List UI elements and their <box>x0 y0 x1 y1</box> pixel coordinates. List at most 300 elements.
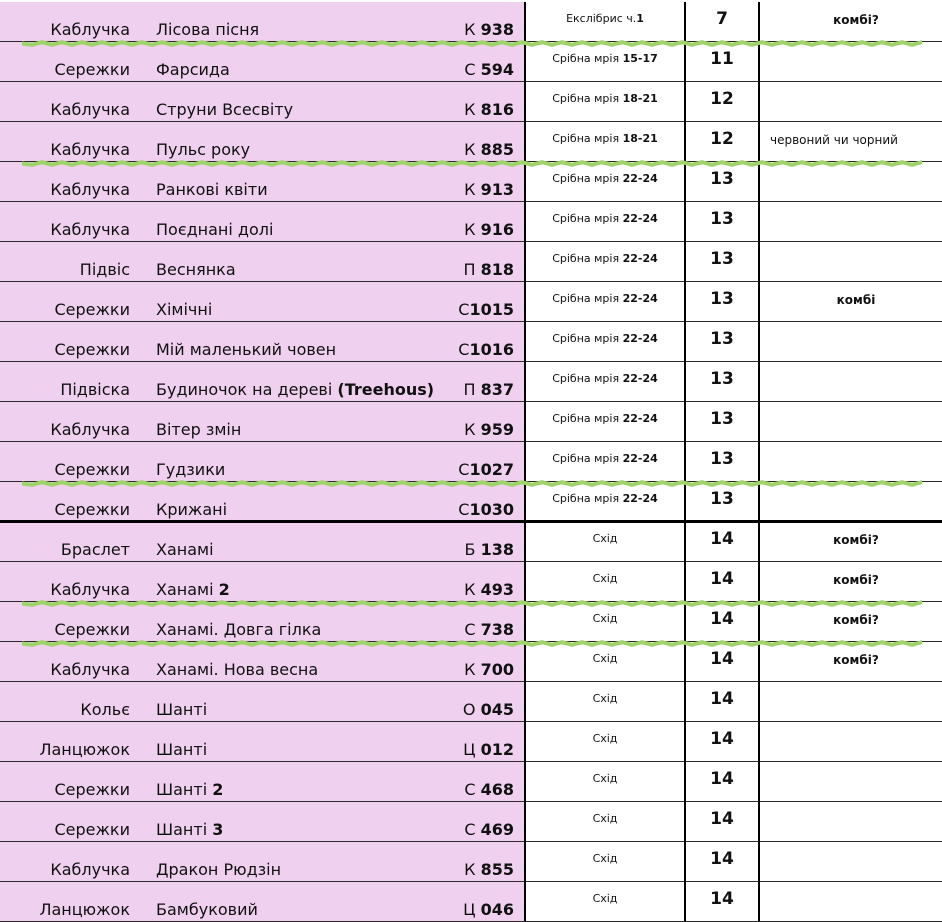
item-code-number: 959 <box>480 420 514 439</box>
item-type: Каблучка <box>50 140 130 159</box>
table-row[interactable] <box>0 122 942 162</box>
item-code-prefix: Ц <box>463 740 476 759</box>
item-name: Бамбуковий <box>156 900 258 919</box>
item-type-cell <box>0 522 142 562</box>
table-row[interactable] <box>0 202 942 242</box>
note-cell <box>760 162 942 202</box>
item-name: Ханамі <box>156 580 219 599</box>
note-cell <box>760 202 942 242</box>
item-code-number: 938 <box>480 20 514 39</box>
collection-name: Екслібрис ч. <box>566 12 637 25</box>
item-number: 14 <box>710 889 734 909</box>
item-type: Браслет <box>60 540 130 559</box>
note-cell <box>760 562 942 602</box>
collection-part: 22-24 <box>622 452 658 465</box>
item-code-prefix: С <box>458 460 470 479</box>
item-name: Поєднані долі <box>156 220 274 239</box>
item-code-cell <box>440 842 526 882</box>
item-name-cell <box>142 882 440 922</box>
item-number: 13 <box>710 449 734 469</box>
item-type: Каблучка <box>50 20 130 39</box>
item-number: 13 <box>710 169 734 189</box>
collection-name: Срібна мрія <box>552 372 623 385</box>
note-cell <box>760 842 942 882</box>
collection-cell <box>526 42 686 82</box>
item-type: Ланцюжок <box>39 900 130 919</box>
collection-name: Срібна мрія <box>552 212 623 225</box>
item-code-cell <box>440 122 526 162</box>
collection-cell <box>526 442 686 482</box>
item-code-prefix: К <box>464 20 476 39</box>
collection-cell <box>526 2 686 42</box>
note-cell <box>760 882 942 922</box>
note-cell <box>760 522 942 562</box>
note-cell <box>760 362 942 402</box>
table-row[interactable] <box>0 682 942 722</box>
item-name-cell <box>142 42 440 82</box>
item-code-cell <box>440 642 526 682</box>
collection-cell <box>526 602 686 642</box>
item-name: Вітер змін <box>156 420 242 439</box>
number-cell <box>686 642 760 682</box>
number-cell <box>686 42 760 82</box>
table-row[interactable] <box>0 562 942 602</box>
item-type-cell <box>0 322 142 362</box>
note-cell <box>760 2 942 42</box>
item-code-prefix: Б <box>464 540 476 559</box>
item-type-cell <box>0 882 142 922</box>
collection-name: Срібна мрія <box>552 412 623 425</box>
item-name: Мій маленький човен <box>156 340 337 359</box>
item-number: 14 <box>710 649 734 669</box>
collection-name: Схід <box>592 852 618 865</box>
number-cell <box>686 242 760 282</box>
item-code-cell <box>440 882 526 922</box>
item-type: Каблучка <box>50 860 130 879</box>
collection-name: Схід <box>592 732 618 745</box>
item-number: 14 <box>710 609 734 629</box>
item-code-prefix: К <box>464 580 476 599</box>
item-type: Ланцюжок <box>39 740 130 759</box>
item-name: Шанті <box>156 780 213 799</box>
item-name-cell <box>142 602 440 642</box>
number-cell <box>686 402 760 442</box>
table-row[interactable] <box>0 322 942 362</box>
item-code-prefix: С <box>464 620 476 639</box>
table-row[interactable] <box>0 602 942 642</box>
item-name: Шанті <box>156 700 208 719</box>
collection-name: Схід <box>592 612 618 625</box>
note-text: комбі <box>833 653 872 667</box>
table-row[interactable] <box>0 522 942 562</box>
item-code-number: 855 <box>480 860 514 879</box>
note-cell <box>760 642 942 682</box>
item-type: Сережки <box>54 820 130 839</box>
item-code-cell <box>440 602 526 642</box>
item-name-cell <box>142 642 440 682</box>
collection-name: Срібна мрія <box>552 292 623 305</box>
item-code-prefix: С <box>458 340 470 359</box>
item-type: Сережки <box>54 460 130 479</box>
collection-part: 22-24 <box>622 212 658 225</box>
collection-cell <box>526 122 686 162</box>
item-type-cell <box>0 2 142 42</box>
item-name: Хімічні <box>156 300 213 319</box>
item-type-cell <box>0 242 142 282</box>
item-code-number: 1016 <box>469 340 514 359</box>
item-type-cell <box>0 642 142 682</box>
item-number: 11 <box>710 49 734 69</box>
item-code-number: 1027 <box>469 460 514 479</box>
table-row[interactable] <box>0 242 942 282</box>
collection-cell <box>526 562 686 602</box>
collection-cell <box>526 242 686 282</box>
table-row[interactable] <box>0 82 942 122</box>
collection-name: Срібна мрія <box>552 172 623 185</box>
collection-part: 22-24 <box>622 492 658 505</box>
table-row[interactable] <box>0 802 942 842</box>
note-cell <box>760 762 942 802</box>
collection-cell <box>526 282 686 322</box>
item-number: 13 <box>710 409 734 429</box>
collection-name: Срібна мрія <box>552 492 623 505</box>
item-type-cell <box>0 802 142 842</box>
table-row[interactable] <box>0 282 942 322</box>
collection-name: Схід <box>592 812 618 825</box>
item-type-cell <box>0 562 142 602</box>
number-cell <box>686 2 760 42</box>
collection-part: 22-24 <box>622 252 658 265</box>
number-cell <box>686 562 760 602</box>
item-code-prefix: К <box>464 420 476 439</box>
item-name-cell <box>142 322 440 362</box>
item-number: 14 <box>710 529 734 549</box>
item-type-cell <box>0 682 142 722</box>
item-type-cell <box>0 42 142 82</box>
number-cell <box>686 762 760 802</box>
item-type-cell <box>0 762 142 802</box>
collection-cell <box>526 482 686 522</box>
collection-cell <box>526 642 686 682</box>
note-mark: ? <box>871 573 879 587</box>
item-code-number: 1030 <box>469 500 514 519</box>
item-code-prefix: С <box>464 60 476 79</box>
item-type-cell <box>0 442 142 482</box>
item-type: Сережки <box>54 500 130 519</box>
number-cell <box>686 602 760 642</box>
item-code-number: 046 <box>480 900 514 919</box>
item-code-cell <box>440 482 526 522</box>
table-row[interactable] <box>0 162 942 202</box>
note-text: комбі <box>833 533 872 547</box>
number-cell <box>686 682 760 722</box>
item-code-cell <box>440 442 526 482</box>
item-name-cell <box>142 2 440 42</box>
table-row[interactable] <box>0 842 942 882</box>
item-name-bold: 2 <box>212 780 224 799</box>
item-code-cell <box>440 562 526 602</box>
item-type-cell <box>0 82 142 122</box>
item-name: Шанті <box>156 740 208 759</box>
item-code-number: 1015 <box>469 300 514 319</box>
item-code-prefix: П <box>463 380 476 399</box>
number-cell <box>686 442 760 482</box>
item-type-cell <box>0 602 142 642</box>
note-cell <box>760 442 942 482</box>
collection-name: Срібна мрія <box>552 332 623 345</box>
item-name: Ханамі. Нова весна <box>156 660 319 679</box>
section-divider <box>0 520 942 523</box>
item-type-cell <box>0 482 142 522</box>
item-number: 7 <box>716 9 728 29</box>
item-code-cell <box>440 522 526 562</box>
item-code-number: 594 <box>480 60 514 79</box>
item-type-cell <box>0 402 142 442</box>
collection-name: Срібна мрія <box>552 132 623 145</box>
note-mark: ? <box>871 13 879 27</box>
collection-name: Срібна мрія <box>552 52 623 65</box>
item-type-cell <box>0 162 142 202</box>
item-code-cell <box>440 362 526 402</box>
collection-part: 22-24 <box>622 292 658 305</box>
collection-name: Срібна мрія <box>552 252 623 265</box>
collection-part: 1 <box>636 12 644 25</box>
note-mark: ? <box>871 613 879 627</box>
item-name: Крижані <box>156 500 228 519</box>
table-row[interactable] <box>0 2 942 42</box>
item-type: Каблучка <box>50 100 130 119</box>
item-number: 13 <box>710 249 734 269</box>
item-type-cell <box>0 722 142 762</box>
item-name: Ранкові квіти <box>156 180 268 199</box>
item-number: 14 <box>710 689 734 709</box>
item-name-bold: (Treehous) <box>337 380 435 399</box>
item-name-cell <box>142 842 440 882</box>
item-code-prefix: К <box>464 220 476 239</box>
item-code-prefix: С <box>464 780 476 799</box>
item-code-number: 012 <box>480 740 514 759</box>
item-type: Сережки <box>54 60 130 79</box>
item-number: 12 <box>710 89 734 109</box>
item-name: Пульс року <box>156 140 251 159</box>
collection-cell <box>526 882 686 922</box>
collection-cell <box>526 842 686 882</box>
note-cell <box>760 722 942 762</box>
collection-cell <box>526 722 686 762</box>
table-row[interactable] <box>0 482 942 522</box>
number-cell <box>686 282 760 322</box>
item-number: 13 <box>710 209 734 229</box>
item-number: 14 <box>710 849 734 869</box>
item-name-cell <box>142 282 440 322</box>
item-number: 14 <box>710 569 734 589</box>
item-name-cell <box>142 362 440 402</box>
item-code-number: 493 <box>480 580 514 599</box>
item-code-cell <box>440 242 526 282</box>
item-code-cell <box>440 402 526 442</box>
item-code-prefix: С <box>464 820 476 839</box>
item-name-cell <box>142 402 440 442</box>
item-name-cell <box>142 802 440 842</box>
item-type: Каблучка <box>50 420 130 439</box>
item-code-number: 738 <box>480 620 514 639</box>
note-cell <box>760 122 942 162</box>
collection-cell <box>526 762 686 802</box>
item-name-cell <box>142 562 440 602</box>
item-code-cell <box>440 42 526 82</box>
item-name: Фарсида <box>156 60 230 79</box>
item-type-cell <box>0 362 142 402</box>
number-cell <box>686 722 760 762</box>
item-name-cell <box>142 522 440 562</box>
item-type-cell <box>0 202 142 242</box>
item-number: 14 <box>710 769 734 789</box>
collection-part: 15-17 <box>622 52 658 65</box>
item-type: Каблучка <box>50 580 130 599</box>
item-number: 12 <box>710 129 734 149</box>
number-cell <box>686 82 760 122</box>
item-name-bold: 3 <box>212 820 224 839</box>
table-row[interactable] <box>0 362 942 402</box>
table-row[interactable] <box>0 642 942 682</box>
item-code-prefix: К <box>464 660 476 679</box>
number-cell <box>686 842 760 882</box>
collection-name: Схід <box>592 532 618 545</box>
item-name-cell <box>142 122 440 162</box>
item-name: Шанті <box>156 820 213 839</box>
item-code-number: 837 <box>480 380 514 399</box>
item-code-prefix: О <box>462 700 476 719</box>
item-code-number: 469 <box>480 820 514 839</box>
item-name-cell <box>142 482 440 522</box>
item-code-cell <box>440 722 526 762</box>
collection-name: Схід <box>592 652 618 665</box>
note-cell <box>760 802 942 842</box>
item-name: Веснянка <box>156 260 236 279</box>
item-code-number: 045 <box>480 700 514 719</box>
item-name: Дракон Рюдзін <box>156 860 282 879</box>
item-code-cell <box>440 762 526 802</box>
item-name-cell <box>142 202 440 242</box>
table-row[interactable] <box>0 402 942 442</box>
item-name-bold: 2 <box>218 580 230 599</box>
collection-name: Срібна мрія <box>552 452 623 465</box>
collection-part: 18-21 <box>622 92 658 105</box>
collection-cell <box>526 82 686 122</box>
collection-cell <box>526 322 686 362</box>
table-row[interactable] <box>0 722 942 762</box>
item-number: 13 <box>710 329 734 349</box>
item-type-cell <box>0 122 142 162</box>
note-cell <box>760 322 942 362</box>
item-name-cell <box>142 82 440 122</box>
note-cell <box>760 82 942 122</box>
item-code-prefix: Ц <box>463 900 476 919</box>
item-code-number: 916 <box>480 220 514 239</box>
item-name: Лісова пісня <box>156 20 260 39</box>
note-mark: ? <box>871 653 879 667</box>
item-type: Сережки <box>54 300 130 319</box>
item-type: Кольє <box>80 700 130 719</box>
item-name-cell <box>142 162 440 202</box>
item-code-cell <box>440 802 526 842</box>
collection-name: Схід <box>592 572 618 585</box>
item-name: Струни Всесвіту <box>156 100 294 119</box>
item-name-cell <box>142 722 440 762</box>
item-name-cell <box>142 762 440 802</box>
item-code-number: 700 <box>480 660 514 679</box>
item-code-prefix: К <box>464 140 476 159</box>
note-cell <box>760 242 942 282</box>
item-type-cell <box>0 282 142 322</box>
item-number: 14 <box>710 809 734 829</box>
item-type: Сережки <box>54 620 130 639</box>
number-cell <box>686 802 760 842</box>
note-cell <box>760 482 942 522</box>
note-mark: ? <box>871 533 879 547</box>
collection-name: Срібна мрія <box>552 92 623 105</box>
note-text: комбі <box>833 13 872 27</box>
number-cell <box>686 322 760 362</box>
note-cell <box>760 682 942 722</box>
collection-name: Схід <box>592 692 618 705</box>
item-code-cell <box>440 202 526 242</box>
item-code-cell <box>440 282 526 322</box>
collection-part: 22-24 <box>622 372 658 385</box>
collection-cell <box>526 802 686 842</box>
note-text: комбі <box>836 293 876 307</box>
item-code-cell <box>440 322 526 362</box>
item-code-number: 138 <box>480 540 514 559</box>
table-row[interactable] <box>0 762 942 802</box>
number-cell <box>686 362 760 402</box>
item-name-cell <box>142 682 440 722</box>
collection-cell <box>526 162 686 202</box>
collection-part: 22-24 <box>622 332 658 345</box>
item-type: Підвіска <box>60 380 130 399</box>
item-code-cell <box>440 82 526 122</box>
item-type: Сережки <box>54 340 130 359</box>
note-cell <box>760 282 942 322</box>
item-type: Підвіс <box>79 260 130 279</box>
collection-part: 22-24 <box>622 412 658 425</box>
item-code-number: 818 <box>480 260 514 279</box>
item-name-cell <box>142 442 440 482</box>
note-cell <box>760 402 942 442</box>
collection-name: Схід <box>592 892 618 905</box>
table-row[interactable] <box>0 42 942 82</box>
number-cell <box>686 122 760 162</box>
collection-part: 22-24 <box>622 172 658 185</box>
item-type-cell <box>0 842 142 882</box>
table-row[interactable] <box>0 442 942 482</box>
collection-cell <box>526 682 686 722</box>
collection-cell <box>526 522 686 562</box>
item-code-number: 913 <box>480 180 514 199</box>
table-row[interactable] <box>0 882 942 922</box>
item-name-cell <box>142 242 440 282</box>
item-code-cell <box>440 2 526 42</box>
number-cell <box>686 482 760 522</box>
item-type: Каблучка <box>50 180 130 199</box>
collection-cell <box>526 202 686 242</box>
item-code-prefix: К <box>464 100 476 119</box>
collection-part: 18-21 <box>622 132 658 145</box>
number-cell <box>686 522 760 562</box>
item-code-number: 468 <box>480 780 514 799</box>
note-text: комбі <box>833 573 872 587</box>
collection-cell <box>526 362 686 402</box>
